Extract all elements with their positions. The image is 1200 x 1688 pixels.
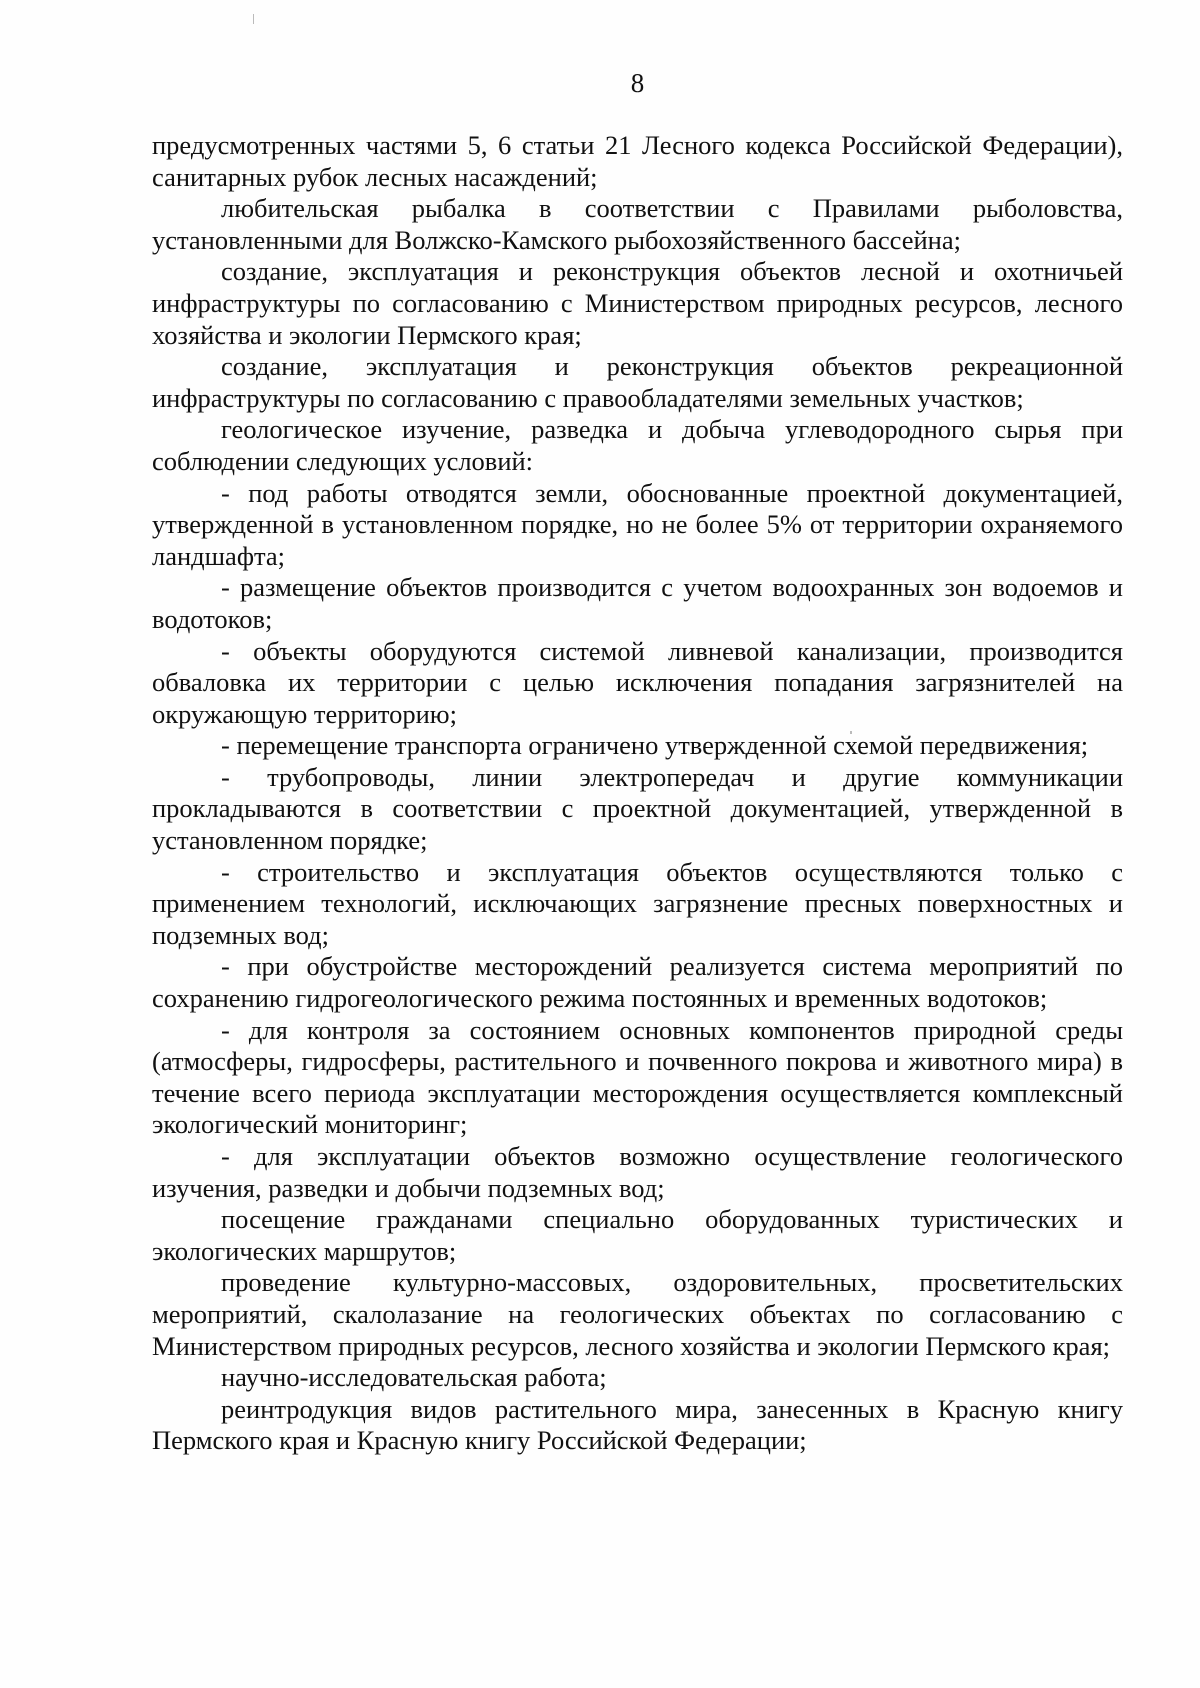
scan-artifact-line bbox=[253, 14, 254, 24]
condition-transport-movement: - перемещение транспорта ограничено утвержденной схемой передвижения; bbox=[221, 730, 1089, 761]
paragraph-cultural-events: проведение культурно-массовых, оздоровительных, просветительских мероприятий, скалолазание на геологических объектах по согласованию с Министерством природных ресурсов, лесного хозяйства и экологии Пермского края; bbox=[152, 1267, 1123, 1361]
page-number: 8 bbox=[630, 68, 645, 98]
condition-groundwater: - для эксплуатации объектов возможно осуществление геологического изучения, разведки и добычи подземных вод; bbox=[152, 1141, 1123, 1203]
condition-environmental-monitoring: - для контроля за состоянием основных компонентов природной среды (атмосферы, гидросферы, растительного и почвенного покрова и животного мира) в течение всего периода эксплуатации месторождения осуществляется комплексный экологический мониторинг; bbox=[152, 1014, 1123, 1140]
condition-pipelines: - трубопроводы, линии электропередач и другие коммуникации прокладываются в соответствии с проектной документацией, утвержденной в установленном порядке; bbox=[152, 761, 1123, 856]
paragraph-tourist-routes: посещение гражданами специально оборудованных туристических и экологических маршрутов; bbox=[152, 1204, 1123, 1266]
condition-water-protection-zones: - размещение объектов производится с учетом водоохранных зон водоемов и водотоков; bbox=[152, 572, 1123, 634]
paragraph-reintroduction: реинтродукция видов растительного мира, занесенных в Красную книгу Пермского края и Красную книгу Российской Федерации; bbox=[152, 1393, 1123, 1456]
paragraph-research: научно-исследовательская работа; bbox=[221, 1362, 607, 1393]
paragraph-continuation: предусмотренных частями 5, 6 статьи 21 Лесного кодекса Российской Федерации), санитарных рубок лесных насаждений; bbox=[152, 130, 1123, 192]
paragraph-geological-exploration: геологическое изучение, разведка и добыча углеводородного сырья при соблюдении следующих условий: bbox=[152, 414, 1123, 476]
paragraph-forest-infrastructure: создание, эксплуатация и реконструкция объектов лесной и охотничьей инфраструктуры по согласованию с Министерством природных ресурсов, лесного хозяйства и экологии Пермского края; bbox=[152, 256, 1123, 350]
paragraph-fishing: любительская рыбалка в соответствии с Правилами рыболовства, установленными для Волжско-Камского рыбохозяйственного бассейна; bbox=[152, 193, 1123, 255]
paragraph-recreational-infrastructure: создание, эксплуатация и реконструкция объектов рекреационной инфраструктуры по согласованию с правообладателями земельных участков; bbox=[152, 351, 1123, 413]
condition-construction: - строительство и эксплуатация объектов осуществляются только с применением технологий, исключающих загрязнение пресных поверхностных и подземных вод; bbox=[152, 856, 1123, 950]
condition-storm-drainage: - объекты оборудуются системой ливневой канализации, производится обваловка их территории с целью исключения попадания загрязнителей на окружающую территорию; bbox=[152, 635, 1123, 729]
condition-land-allocation: - под работы отводятся земли, обоснованные проектной документацией, утвержденной в установленном порядке, но не более 5% от территории охраняемого ландшафта; bbox=[152, 477, 1123, 571]
document-body bbox=[152, 130, 1123, 1457]
condition-hydrogeological-regime: - при обустройстве месторождений реализуется система мероприятий по сохранению гидрогеологического режима постоянных и временных водотоков; bbox=[152, 951, 1123, 1014]
